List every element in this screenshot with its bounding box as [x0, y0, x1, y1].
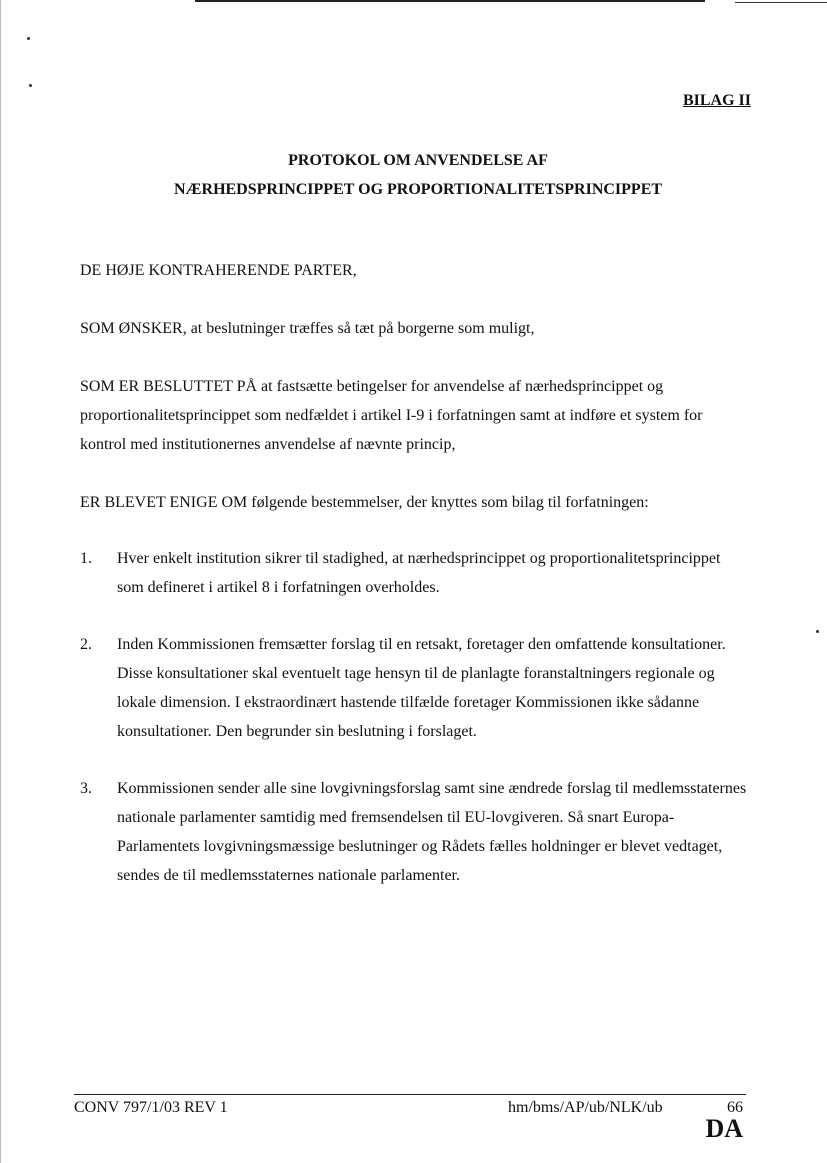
- scan-speck: [816, 630, 819, 633]
- scan-top-rule-right: [735, 2, 827, 3]
- article-text: Kommissionen sender alle sine lovgivningsforslag samt sine ændrede forslag til medlemsstaternes nationale parlamenter samtidig med fremsendelsen til EU-lovgiveren. Så snart Europa-Parlamentets lovgivningsmæssige beslutninger og Rådets fælles holdninger er blevet vedtaget, sendes de til medlemsstaternes nationale parlamenter.: [117, 780, 747, 884]
- title-line-1: PROTOKOL OM ANVENDELSE AF: [288, 152, 548, 169]
- scan-speck: [27, 37, 30, 40]
- page-number: 66: [727, 1099, 743, 1116]
- article-item: [80, 774, 750, 890]
- language-code: DA: [705, 1114, 743, 1143]
- annex-label: BILAG II: [682, 92, 751, 109]
- preamble-wish: SOM ØNSKER, at beslutninger træffes så tæt på borgerne som muligt,: [80, 320, 535, 337]
- article-number: 1.: [80, 550, 92, 567]
- footer-doc-ref: CONV 797/1/03 REV 1: [74, 1099, 228, 1116]
- title-line-2: NÆRHEDSPRINCIPPET OG PROPORTIONALITETSPRINCIPPET: [173, 181, 663, 198]
- document-title: [80, 146, 756, 204]
- scan-speck: [29, 84, 32, 87]
- article-item: [80, 630, 750, 746]
- preamble-resolved: SOM ER BESLUTTET PÅ at fastsætte betingelser for anvendelse af nærhedsprincippet og proportionalitetsprincippet som nedfældet i artikel I-9 i forfatningen samt at indføre et system for kontrol med institutionernes anvendelse af nævnte princip,: [80, 378, 703, 453]
- article-text: Hver enkelt institution sikrer til stadighed, at nærhedsprincippet og proportionalitetsprincippet som defineret i artikel 8 i forfatningen overholdes.: [117, 550, 721, 596]
- article-item: [80, 544, 750, 602]
- footer-rule: [74, 1094, 746, 1095]
- scan-top-rule: [195, 0, 705, 2]
- preamble-agreed: ER BLEVET ENIGE OM følgende bestemmelser, der knyttes som bilag til forfatningen:: [80, 494, 649, 511]
- scan-left-edge: [0, 0, 1, 1163]
- footer-initials: hm/bms/AP/ub/NLK/ub: [508, 1099, 663, 1116]
- article-text: Inden Kommissionen fremsætter forslag til en retsakt, foretager den omfattende konsultationer. Disse konsultationer skal eventuelt tage hensyn til de planlagte foranstaltningers regionale og lokale dimension. I ekstraordinært hastende tilfælde foretager Kommissionen ikke sådanne konsultationer. Den begrunder sin beslutning i forslaget.: [117, 636, 726, 740]
- preamble-parties: DE HØJE KONTRAHERENDE PARTER,: [80, 262, 357, 279]
- article-number: 2.: [80, 636, 92, 653]
- article-number: 3.: [80, 780, 92, 797]
